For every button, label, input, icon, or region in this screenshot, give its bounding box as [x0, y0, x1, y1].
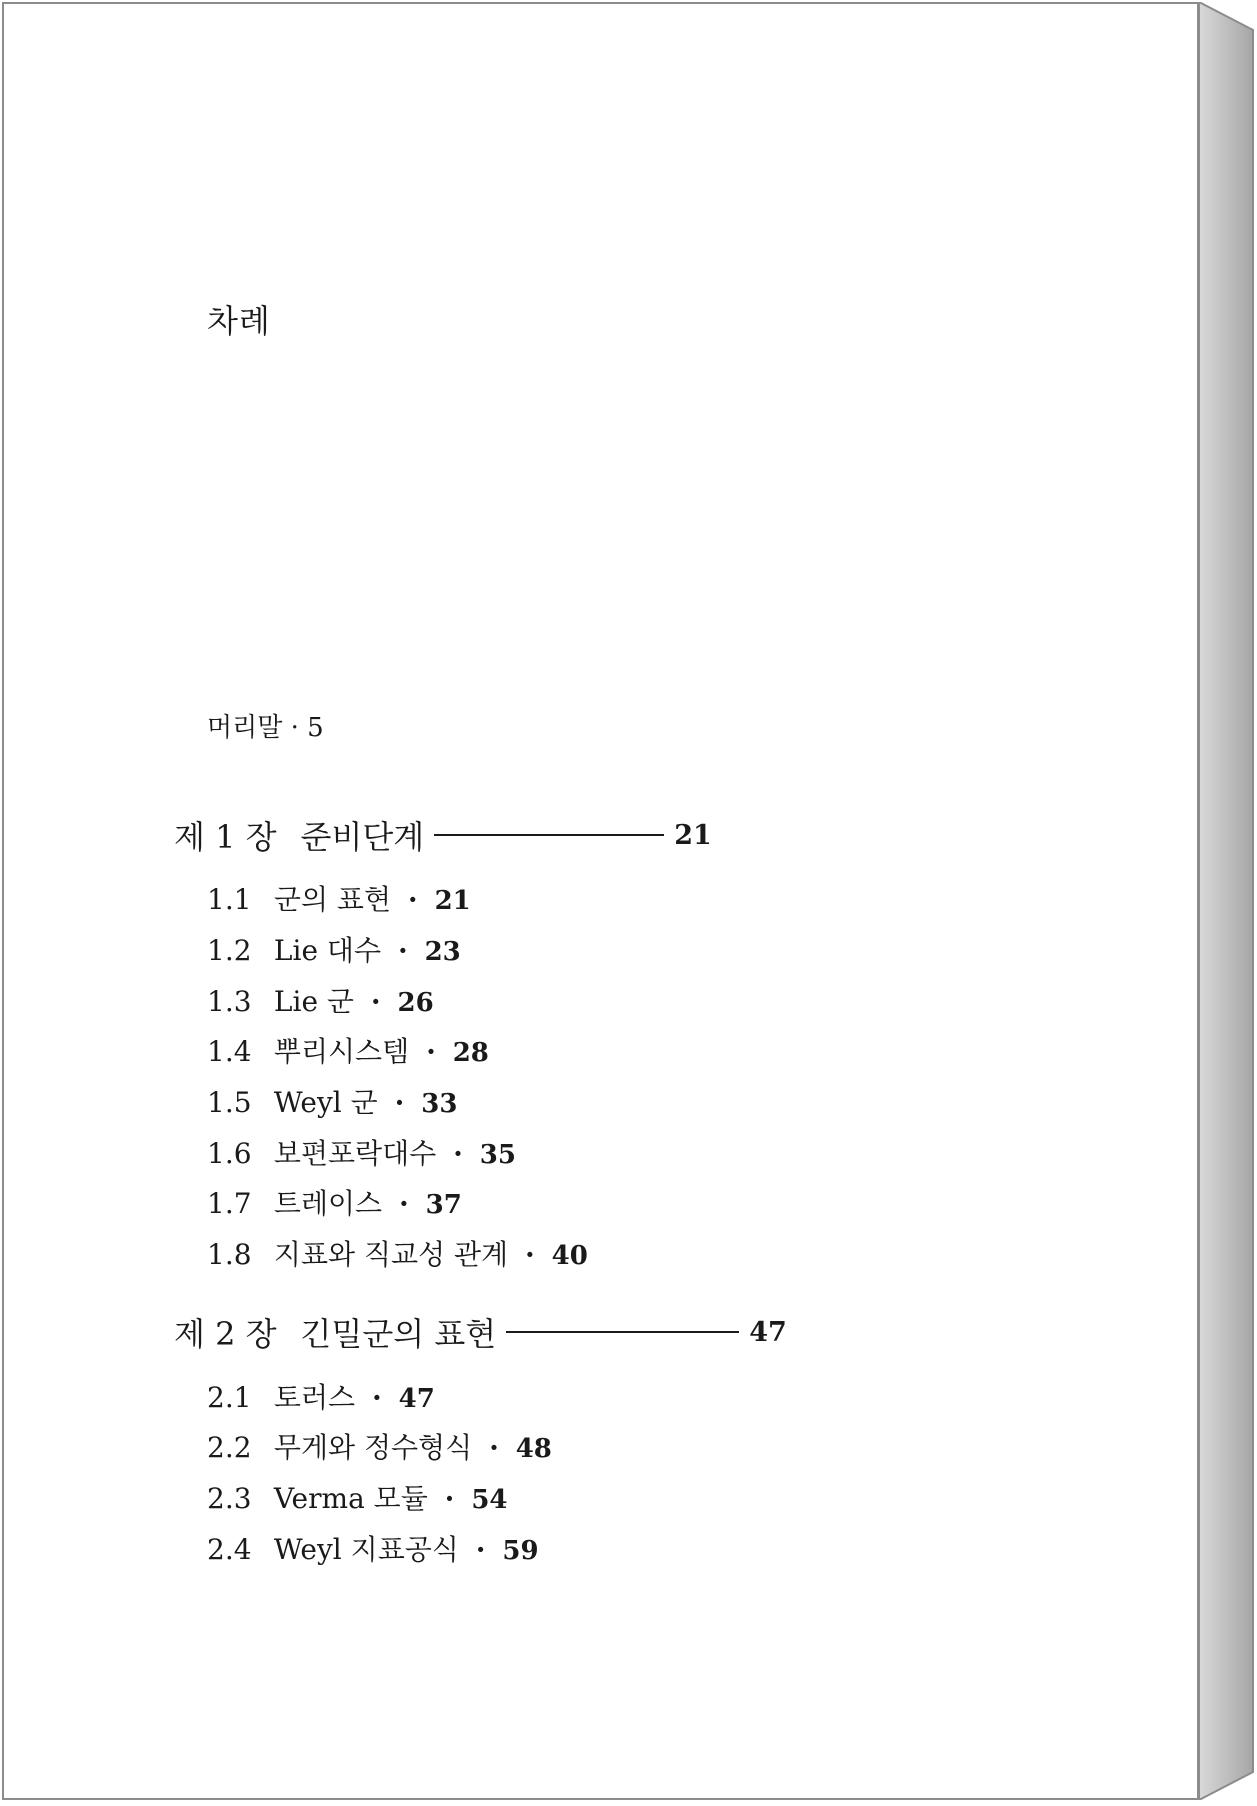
section-title: 지표와 직교성 관계 [273, 1238, 509, 1271]
section-separator: · [453, 1137, 463, 1170]
section-entry [207, 1081, 457, 1121]
page-edge-graphic [1199, 2, 1255, 1800]
section-number: 1.8 [207, 1238, 252, 1271]
chapter-heading-2 [174, 1309, 787, 1355]
section-entry [207, 1376, 435, 1416]
section-title: 군의 표현 [273, 883, 391, 916]
section-entry [207, 1132, 516, 1172]
toc-heading: 차례 [207, 302, 271, 340]
section-page: 37 [425, 1190, 462, 1220]
section-separator: · [397, 934, 408, 967]
section-page: 28 [452, 1038, 489, 1068]
section-entry [207, 1182, 462, 1222]
section-separator: · [525, 1238, 535, 1271]
section-title: Lie 대수 [273, 934, 382, 967]
section-page: 59 [502, 1536, 539, 1566]
section-title: Lie 군 [273, 985, 354, 1018]
leader-line [506, 1331, 739, 1333]
section-separator: · [444, 1482, 455, 1515]
section-number: 1.1 [207, 883, 252, 916]
section-number: 1.7 [207, 1187, 252, 1220]
section-entry [207, 1477, 508, 1517]
section-entry [207, 878, 471, 918]
section-separator: · [407, 883, 418, 916]
preface-separator: · [290, 713, 299, 743]
section-separator: · [370, 985, 381, 1018]
section-page: 35 [479, 1140, 516, 1170]
section-title: 뿌리시스템 [273, 1035, 410, 1068]
section-page: 23 [424, 937, 461, 967]
section-page: 21 [434, 886, 471, 916]
section-page: 33 [421, 1089, 458, 1119]
chapter-page: 21 [674, 819, 712, 851]
section-number: 2.2 [207, 1431, 252, 1464]
section-title: Weyl 지표공식 [273, 1533, 459, 1566]
section-title: 무게와 정수형식 [273, 1431, 473, 1464]
section-separator: · [489, 1431, 499, 1464]
section-entry [207, 929, 461, 969]
section-title: 트레이스 [273, 1187, 383, 1220]
chapter-heading-1 [174, 812, 712, 858]
section-page: 40 [551, 1241, 588, 1271]
page [2, 2, 1199, 1800]
section-entry [207, 980, 434, 1020]
section-separator: · [371, 1381, 382, 1414]
chapter-page: 47 [749, 1316, 787, 1348]
section-page: 48 [515, 1434, 552, 1464]
preface-title: 머리말 [207, 713, 283, 743]
section-separator: · [399, 1187, 409, 1220]
section-number: 1.5 [207, 1086, 252, 1119]
section-page: 47 [398, 1384, 435, 1414]
chapter-number: 제 1 장 [174, 818, 277, 856]
section-separator: · [475, 1533, 486, 1566]
section-number: 1.6 [207, 1137, 252, 1170]
section-entry [207, 1233, 588, 1273]
preface-page: 5 [307, 713, 324, 743]
chapter-title: 준비단계 [300, 818, 425, 856]
section-title: Verma 모듈 [273, 1482, 428, 1515]
section-number: 2.1 [207, 1381, 252, 1414]
section-page: 26 [397, 988, 434, 1018]
page-edge-shape [1199, 2, 1253, 1800]
section-number: 1.4 [207, 1035, 252, 1068]
section-separator: · [394, 1086, 405, 1119]
page-edge-spine [1199, 2, 1255, 1800]
section-page: 54 [471, 1485, 508, 1515]
section-separator: · [426, 1035, 436, 1068]
section-entry [207, 1528, 539, 1568]
section-number: 1.3 [207, 985, 252, 1018]
section-title: 토러스 [273, 1381, 356, 1414]
chapter-title: 긴밀군의 표현 [300, 1315, 497, 1353]
section-number: 1.2 [207, 934, 252, 967]
section-number: 2.3 [207, 1482, 252, 1515]
leader-line [434, 834, 664, 836]
section-title: Weyl 군 [273, 1086, 378, 1119]
section-title: 보편포락대수 [273, 1137, 437, 1170]
chapter-number: 제 2 장 [174, 1315, 277, 1353]
section-entry [207, 1030, 489, 1070]
section-entry [207, 1426, 552, 1466]
section-number: 2.4 [207, 1533, 252, 1566]
toc-entry-preface [207, 707, 324, 744]
